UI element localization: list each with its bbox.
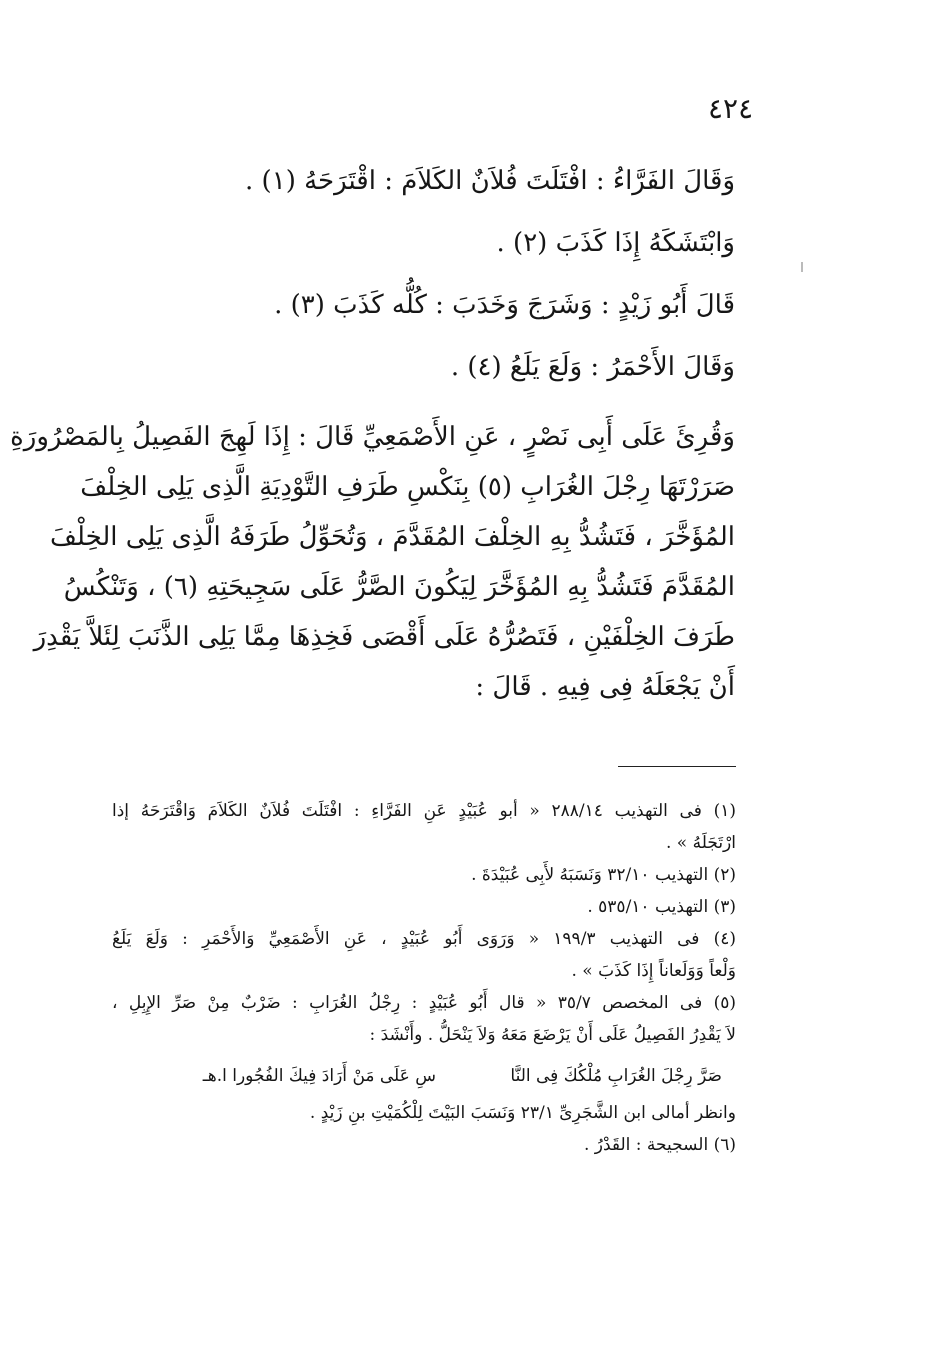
footnote-5-reference — [112, 1097, 736, 1129]
verse-first-hemistich: صَرَّ رِجْلَ الغُرَابِ مُلْكُكَ فِى النَّا — [510, 1066, 722, 1086]
footnote-1-line-2: ارْتَجَلَهُ » . — [666, 833, 736, 853]
paragraph — [10, 412, 735, 712]
footnote-3-line: (٣) التهذيب ٥٣٥/١٠ . — [587, 897, 736, 917]
footnotes — [112, 795, 736, 1161]
footnote-5-line-2: لاَ يَقْدِرُ الفَصِيلُ عَلَى أَنْ يَرْضَعَ مَعَهُ وَلاَ يَنْحَلُّ . وأَنْشَدَ : — [369, 1025, 736, 1045]
page-number: ٤٢٤ — [708, 92, 754, 125]
text-line-1: وَقَالَ الفَرَّاءُ : افْتَلَتَ فُلاَنٌ الكَلاَمَ : اقْتَرَحَهُ (١) . — [245, 166, 735, 196]
main-text — [10, 150, 735, 712]
footnote-3 — [112, 891, 736, 923]
paragraph-line-3: المُؤَخَّرَ ، فَتَشُدُّ بِهِ الخِلْفَ المُقَدَّمَ ، وَتُحَوِّلُ طَرَفَهُ الَّذِى يَلِى الخِلْفَ — [50, 522, 735, 552]
paragraph-line-5: طَرَفَ الخِلْفَيْنِ ، فَتَصُرُّهُ عَلَى أَقْصَى فَخِذِهَا مِمَّا يَلِى الذَّنَبَ لِئَلاَّ يَقْدِرَ — [33, 622, 735, 652]
paragraph-line-1: وَقُرِئَ عَلَى أَبِى نَصْرٍ ، عَنِ الأَصْمَعِيِّ قَالَ : إِذَا لَهِجَ الفَصِيلُ بِالمَصْرُورَةِ — [10, 422, 735, 452]
footnote-1-line-1: (١) فى التهذيب ٢٨٨/١٤ « أبو عُبَيْدٍ عَنِ الفَرَّاءِ : افْتَلَتَ فُلاَنٌ الكَلاَمَ وَاقْتَرَحَهُ إذا — [112, 801, 736, 821]
footnote-5 — [112, 987, 736, 1051]
footnote-2-line: (٢) التهذيب ٣٢/١٠ وَنَسَبَهُ لأَبِى عُبَيْدَةَ . — [471, 865, 736, 885]
short-lines — [95, 150, 735, 398]
text-line-3: قَالَ أَبُو زَيْدٍ : وَشَرَجَ وَخَدَبَ : كُلُّه كَذَبَ (٣) . — [274, 290, 735, 320]
text-line-4: وَقَالَ الأَحْمَرُ : وَلَعَ يَلَعُ (٤) . — [450, 352, 735, 382]
paragraph-line-2: صَرَرْتَهَا رِجْلَ الغُرَابِ (٥) بِنَكْسِ طَرَفِ التَّوْدِيَةِ الَّذِى يَلِى الخِلْفَ — [80, 472, 735, 502]
paragraph-line-4: المُقَدَّمَ فَتَشُدُّ بِهِ المُؤَخَّرَ لِيَكُونَ الصَّرُّ عَلَى سَجِيحَتِهِ (٦) ، وَتَنْكُسُ — [63, 572, 735, 602]
verse-second-hemistich: سِ عَلَى مَنْ أَرَادَ فِيكَ الفُجُورا ا.هـ — [202, 1066, 436, 1086]
footnote-4 — [112, 923, 736, 987]
footnote-2 — [112, 859, 736, 891]
footnote-1 — [112, 795, 736, 859]
verse — [112, 1057, 736, 1095]
footnote-separator — [618, 766, 736, 767]
footnote-5-reference-line: وانظر أمالى ابن الشَّجَرِىِّ ٢٣/١ وَنَسَبَ البَيْتَ لِلْكُمَيْتِ بنِ زَيْدٍ . — [309, 1103, 736, 1123]
footnote-4-line-2: وَلْعاً وَوَلَعاناً إِذَا كَذَبَ » . — [571, 961, 736, 981]
margin-mark — [801, 262, 803, 272]
footnote-4-line-1: (٤) فى التهذيب ١٩٩/٣ « وَرَوَى أَبُو عُبَيْدٍ ، عَنِ الأَصْمَعِيِّ وَالأَحْمَرِ : وَلَعَ يَلَعُ — [112, 929, 736, 949]
footnote-6 — [112, 1129, 736, 1161]
footnote-5-line-1: (٥) فى المخصص ٣٥/٧ « قال أَبُو عُبَيْدٍ : رِجْلُ الغُرَابِ : ضَرْبٌ مِنْ صَرِّ الإِبِلِ ، — [112, 993, 736, 1013]
footnote-6-line: (٦) السجيحة : القَدْرُ . — [583, 1135, 736, 1155]
text-line-2: وَابْتَشَكَهُ إِذَا كَذَبَ (٢) . — [496, 228, 735, 258]
paragraph-line-6: أَنْ يَجْعَلَهُ فِى فِيهِ . قَالَ : — [475, 672, 735, 702]
